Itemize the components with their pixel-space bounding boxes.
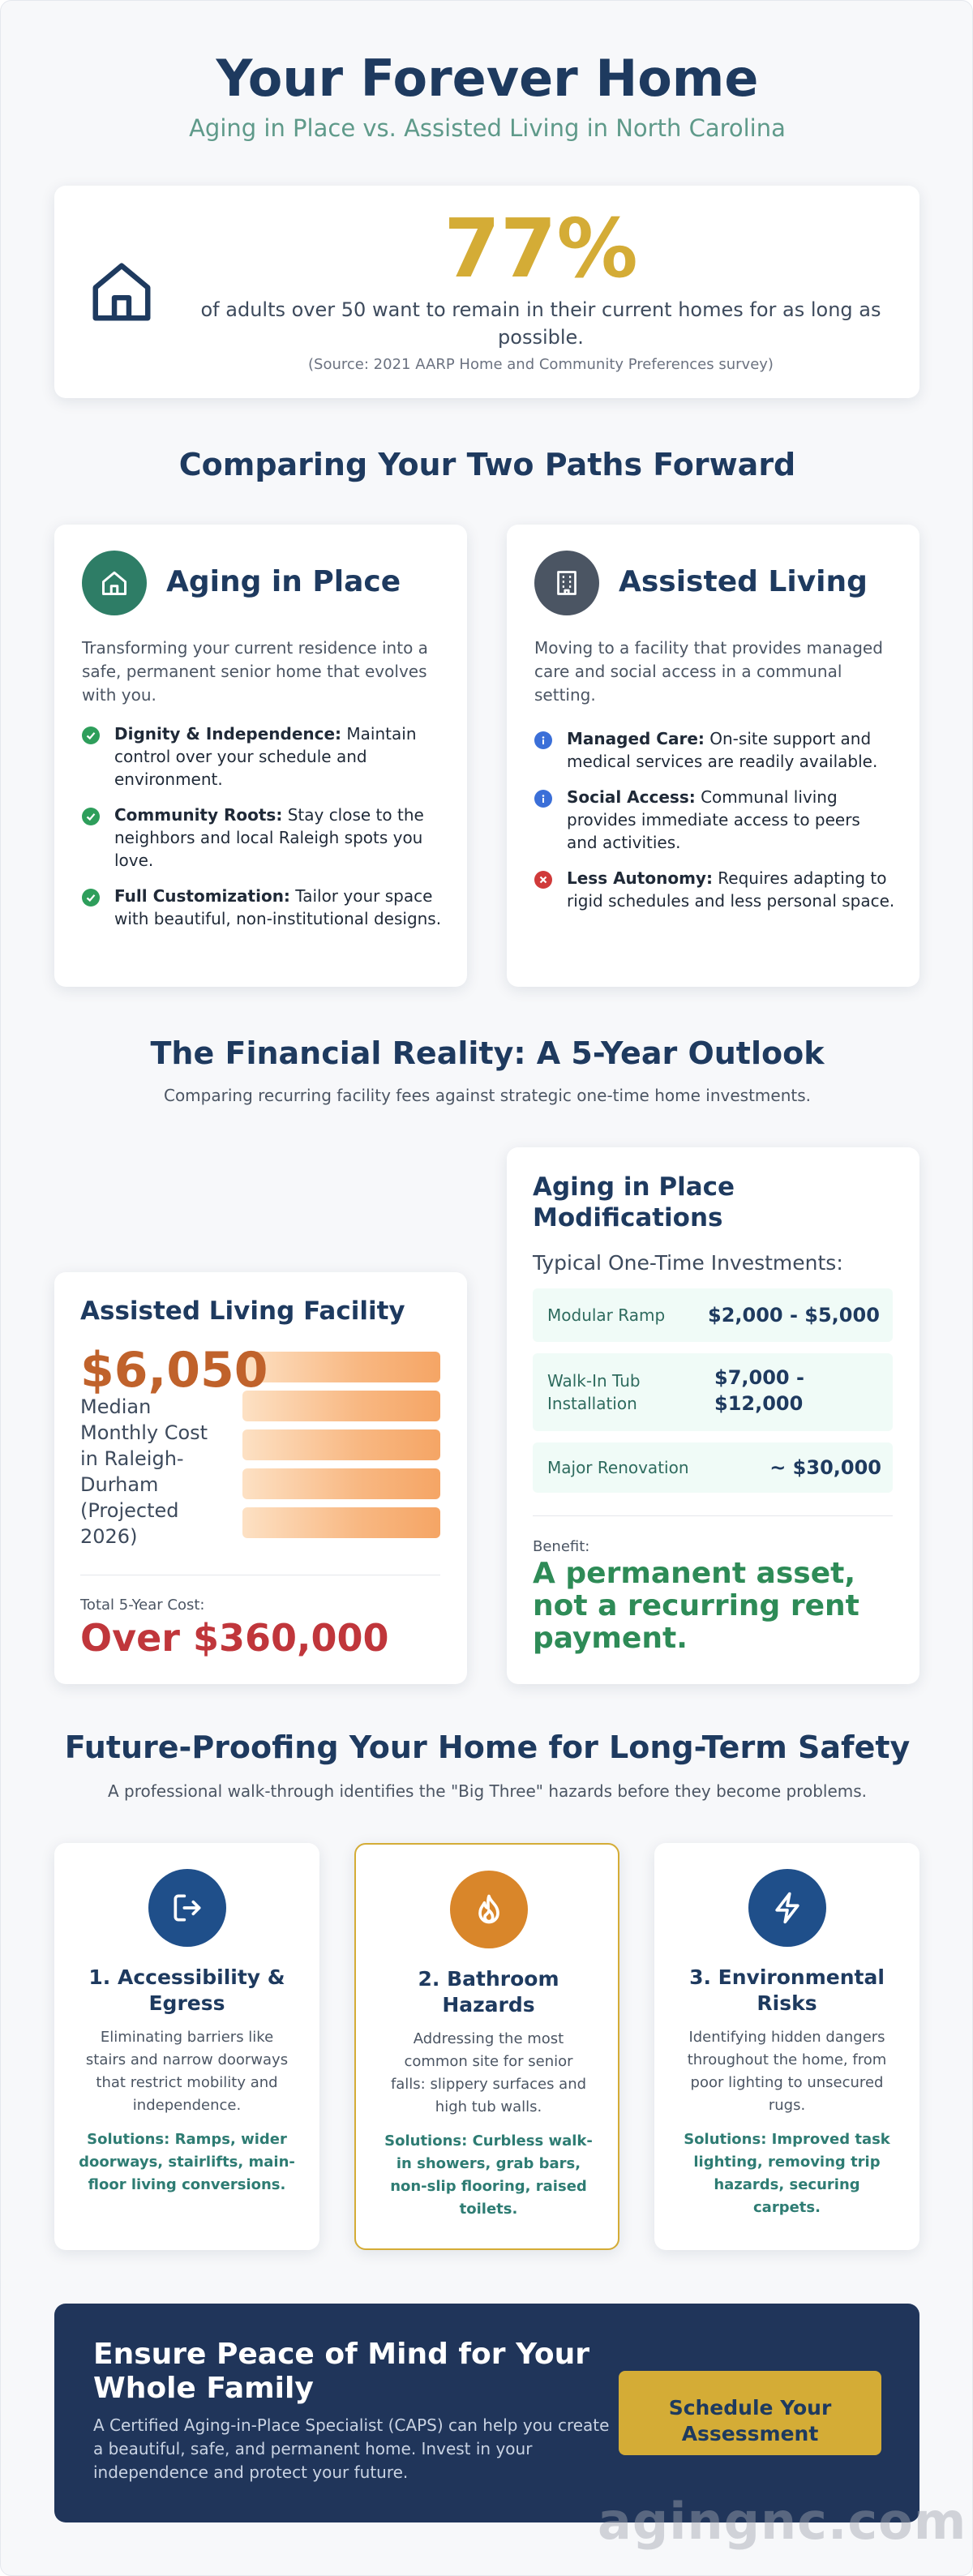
- item-text: On-site support and medical services are readily available.: [567, 729, 878, 771]
- home-icon: [100, 568, 129, 598]
- item-label: Less Autonomy:: [567, 868, 713, 888]
- hazard-description: Addressing the most common site for senior falls: slippery surfaces and high tub walls.: [390, 2030, 587, 2115]
- hazard-card-accessibility: [54, 1843, 319, 2250]
- header: [1, 46, 973, 142]
- page-subtitle: Aging in Place vs. Assisted Living in North Carolina: [189, 114, 786, 142]
- lightning-icon: [769, 1890, 805, 1926]
- cost-row: [533, 1353, 893, 1431]
- stat-percent: 77%: [444, 201, 638, 296]
- assisted-cost-title: Assisted Living Facility: [80, 1297, 405, 1326]
- info-icon: [534, 731, 552, 749]
- hazard-title: 2. Bathroom Hazards: [418, 1967, 559, 2017]
- stat-text: [192, 186, 889, 373]
- hazard-card-environmental: [654, 1843, 919, 2250]
- schedule-assessment-button[interactable]: Schedule Your Assessment: [619, 2371, 881, 2455]
- total-cost-label: Total 5-Year Cost:: [80, 1597, 205, 1614]
- check-icon: [82, 808, 100, 825]
- assisted-title: Assisted Living: [619, 565, 868, 598]
- cost-row-label: Major Renovation: [547, 1458, 689, 1477]
- cost-row-label: Walk-In Tub Installation: [547, 1371, 641, 1413]
- benefit-label: Benefit:: [533, 1538, 590, 1555]
- financial-title: The Financial Reality: A 5-Year Outlook: [150, 1035, 825, 1071]
- item-text: Maintain control over your schedule and environment.: [114, 724, 417, 789]
- aging-list: [82, 722, 443, 943]
- list-item: [82, 722, 443, 791]
- flame-icon: [471, 1892, 507, 1927]
- assisted-list: [534, 727, 895, 925]
- stat-source: (Source: 2021 AARP Home and Community Preferences survey): [308, 356, 774, 373]
- divider: [533, 1515, 893, 1516]
- item-text: Communal living provides immediate access to peers and activities.: [567, 787, 860, 852]
- list-item: [534, 867, 895, 912]
- benefit-value: A permanent asset, not a recurring rent payment.: [533, 1557, 859, 1655]
- hazards-subtitle: A professional walk-through identifies the "Big Three" hazards before they become problems.: [107, 1781, 868, 1801]
- financial-subtitle: Comparing recurring facility fees against strategic one-time home investments.: [163, 1086, 811, 1105]
- assisted-intro: Moving to a facility that provides managed care and social access in a communal setting.: [534, 638, 883, 705]
- hazard-icon-circle: [148, 1869, 226, 1947]
- page-title: Your Forever Home: [216, 49, 759, 108]
- cost-bar: [242, 1468, 440, 1499]
- cost-row: [533, 1288, 893, 1342]
- cost-row-value: ~ $30,000: [769, 1456, 881, 1479]
- cost-bar: [242, 1352, 440, 1382]
- hazard-solutions: Solutions: Curbless walk-in showers, grab bars, non-slip flooring, raised toilets.: [384, 2132, 593, 2218]
- cost-row-label: Modular Ramp: [547, 1305, 666, 1325]
- modifications-title: Aging in Place Modifications: [533, 1172, 735, 1232]
- hazard-card-bathroom: [354, 1843, 619, 2250]
- item-label: Community Roots:: [114, 805, 283, 825]
- assisted-living-card: [507, 525, 919, 987]
- stat-description: of adults over 50 want to remain in their current homes for as long as possible.: [200, 298, 881, 349]
- item-label: Dignity & Independence:: [114, 724, 342, 744]
- cost-row-value: $2,000 - $5,000: [708, 1304, 880, 1327]
- item-label: Social Access:: [567, 787, 696, 807]
- cost-bar: [242, 1429, 440, 1460]
- hazard-description: Identifying hidden dangers throughout the home, from poor lighting to unsecured rugs.: [687, 2029, 887, 2114]
- hazard-icon-circle: [748, 1869, 826, 1947]
- aging-intro: Transforming your current residence into a safe, permanent senior home that evolves with you.: [82, 638, 428, 705]
- item-label: Managed Care:: [567, 729, 705, 748]
- cta-title: Ensure Peace of Mind for Your Whole Family: [93, 2338, 589, 2405]
- modifications-card: [507, 1147, 919, 1684]
- item-text: Tailor your space with beautiful, non-institutional designs.: [114, 886, 442, 928]
- list-item: [82, 885, 443, 930]
- cost-row-value: $7,000 - $12,000: [714, 1366, 804, 1415]
- cost-bar: [242, 1391, 440, 1421]
- aging-title: Aging in Place: [166, 565, 401, 598]
- x-icon: [534, 871, 552, 889]
- hazard-icon-circle: [450, 1871, 528, 1948]
- cost-row: [533, 1442, 893, 1493]
- hazard-solutions: Solutions: Ramps, wider doorways, stairlifts, main-floor living conversions.: [79, 2131, 295, 2193]
- cta-banner: [54, 2304, 919, 2522]
- info-icon: [534, 790, 552, 808]
- total-cost-value: Over $360,000: [80, 1616, 389, 1660]
- cta-text: A Certified Aging-in-Place Specialist (CAPS) can help you create a beautiful, safe, and permanent home. Invest in your independence and protect your future.: [93, 2415, 610, 2482]
- check-icon: [82, 889, 100, 907]
- assisted-badge: [534, 551, 599, 615]
- list-item: [82, 804, 443, 872]
- paths-title: Comparing Your Two Paths Forward: [178, 447, 796, 482]
- item-text: Requires adapting to rigid schedules and less personal space.: [567, 868, 895, 911]
- item-text: Stay close to the neighbors and local Raleigh spots you love.: [114, 805, 424, 870]
- hazard-description: Eliminating barriers like stairs and narrow doorways that restrict mobility and independence.: [85, 2029, 289, 2114]
- house-icon: [87, 257, 156, 327]
- item-label: Full Customization:: [114, 886, 290, 906]
- monthly-cost: $6,050: [80, 1342, 268, 1399]
- stat-card: [54, 186, 919, 398]
- exit-icon: [169, 1890, 205, 1926]
- watermark: agingnc.com: [598, 2492, 967, 2551]
- investments-label: Typical One-Time Investments:: [533, 1251, 843, 1275]
- aging-badge: [82, 551, 147, 615]
- list-item: [534, 786, 895, 854]
- monthly-cost-label: Median Monthly Cost in Raleigh-Durham (Projected 2026): [80, 1395, 208, 1548]
- cost-bar: [242, 1507, 440, 1538]
- hazard-title: 1. Accessibility & Egress: [88, 1965, 285, 2015]
- monthly-cost-bars: [242, 1352, 440, 1546]
- assisted-cost-card: [54, 1272, 467, 1684]
- hazards-title: Future-Proofing Your Home for Long-Term Safety: [64, 1729, 911, 1765]
- hazard-title: 3. Environmental Risks: [689, 1965, 885, 2015]
- building-icon: [552, 568, 581, 598]
- list-item: [534, 727, 895, 773]
- check-icon: [82, 727, 100, 744]
- aging-in-place-card: [54, 525, 467, 987]
- hazard-solutions: Solutions: Improved task lighting, removing trip hazards, securing carpets.: [684, 2131, 890, 2216]
